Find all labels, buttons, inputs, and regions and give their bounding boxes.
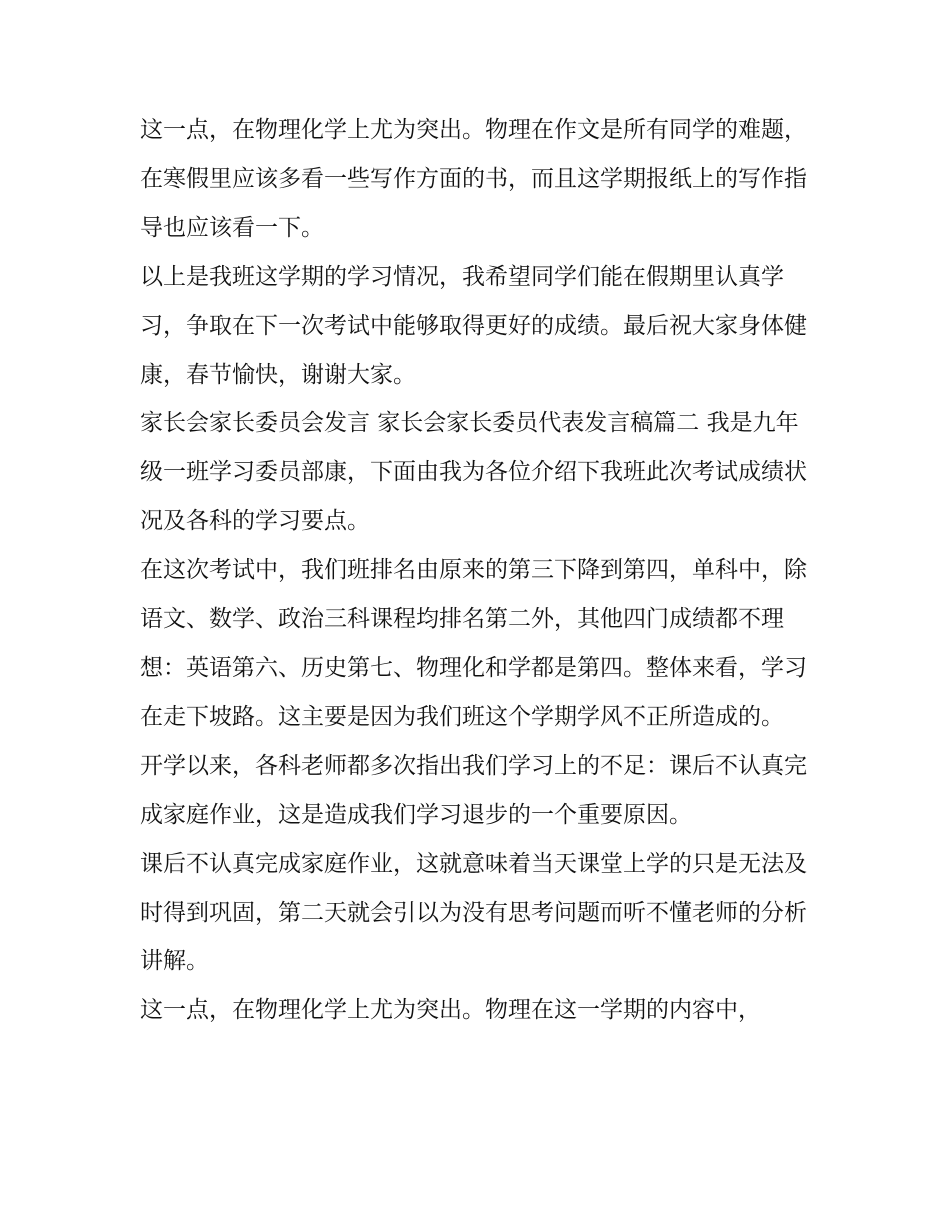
paragraph: 开学以来，各科老师都多次指出我们学习上的不足：课后不认真完成家庭作业，这是造成我们学习退步的一个重要原因。: [140, 752, 807, 828]
paragraph: 课后不认真完成家庭作业，这就意味着当天课堂上学的只是无法及时得到巩固，第二天就会引以为没有思考问题而听不懂老师的分析讲解。: [140, 850, 807, 975]
paragraph: 这一点，在物理化学上尤为突出。物理在作文是所有同学的难题，在寒假里应该多看一些写作方面的书，而且这学期报纸上的写作指导也应该看一下。: [140, 117, 807, 241]
paragraph: 家长会家长委员会发言 家长会家长委员代表发言稿篇二 我是九年级一班学习委员部康，下面由我为各位介绍下我班此次考试成绩状况及各科的学习要点。: [140, 410, 807, 535]
paragraph: 这一点，在物理化学上尤为突出。物理在这一学期的内容中，: [140, 997, 761, 1024]
paragraph: 以上是我班这学期的学习情况，我希望同学们能在假期里认真学习，争取在下一次考试中能够取得更好的成绩。最后祝大家身体健康，春节愉快，谢谢大家。: [140, 263, 807, 388]
paragraph: 在这次考试中，我们班排名由原来的第三下降到第四，单科中，除语文、数学、政治三科课程均排名第二外，其他四门成绩都不理想：英语第六、历史第七、物理化和学都是第四。整体来看，学习在走下坡路。这主要是因为我们班这个学期学风不正所造成的。: [140, 557, 807, 730]
document-body: [140, 106, 812, 1035]
